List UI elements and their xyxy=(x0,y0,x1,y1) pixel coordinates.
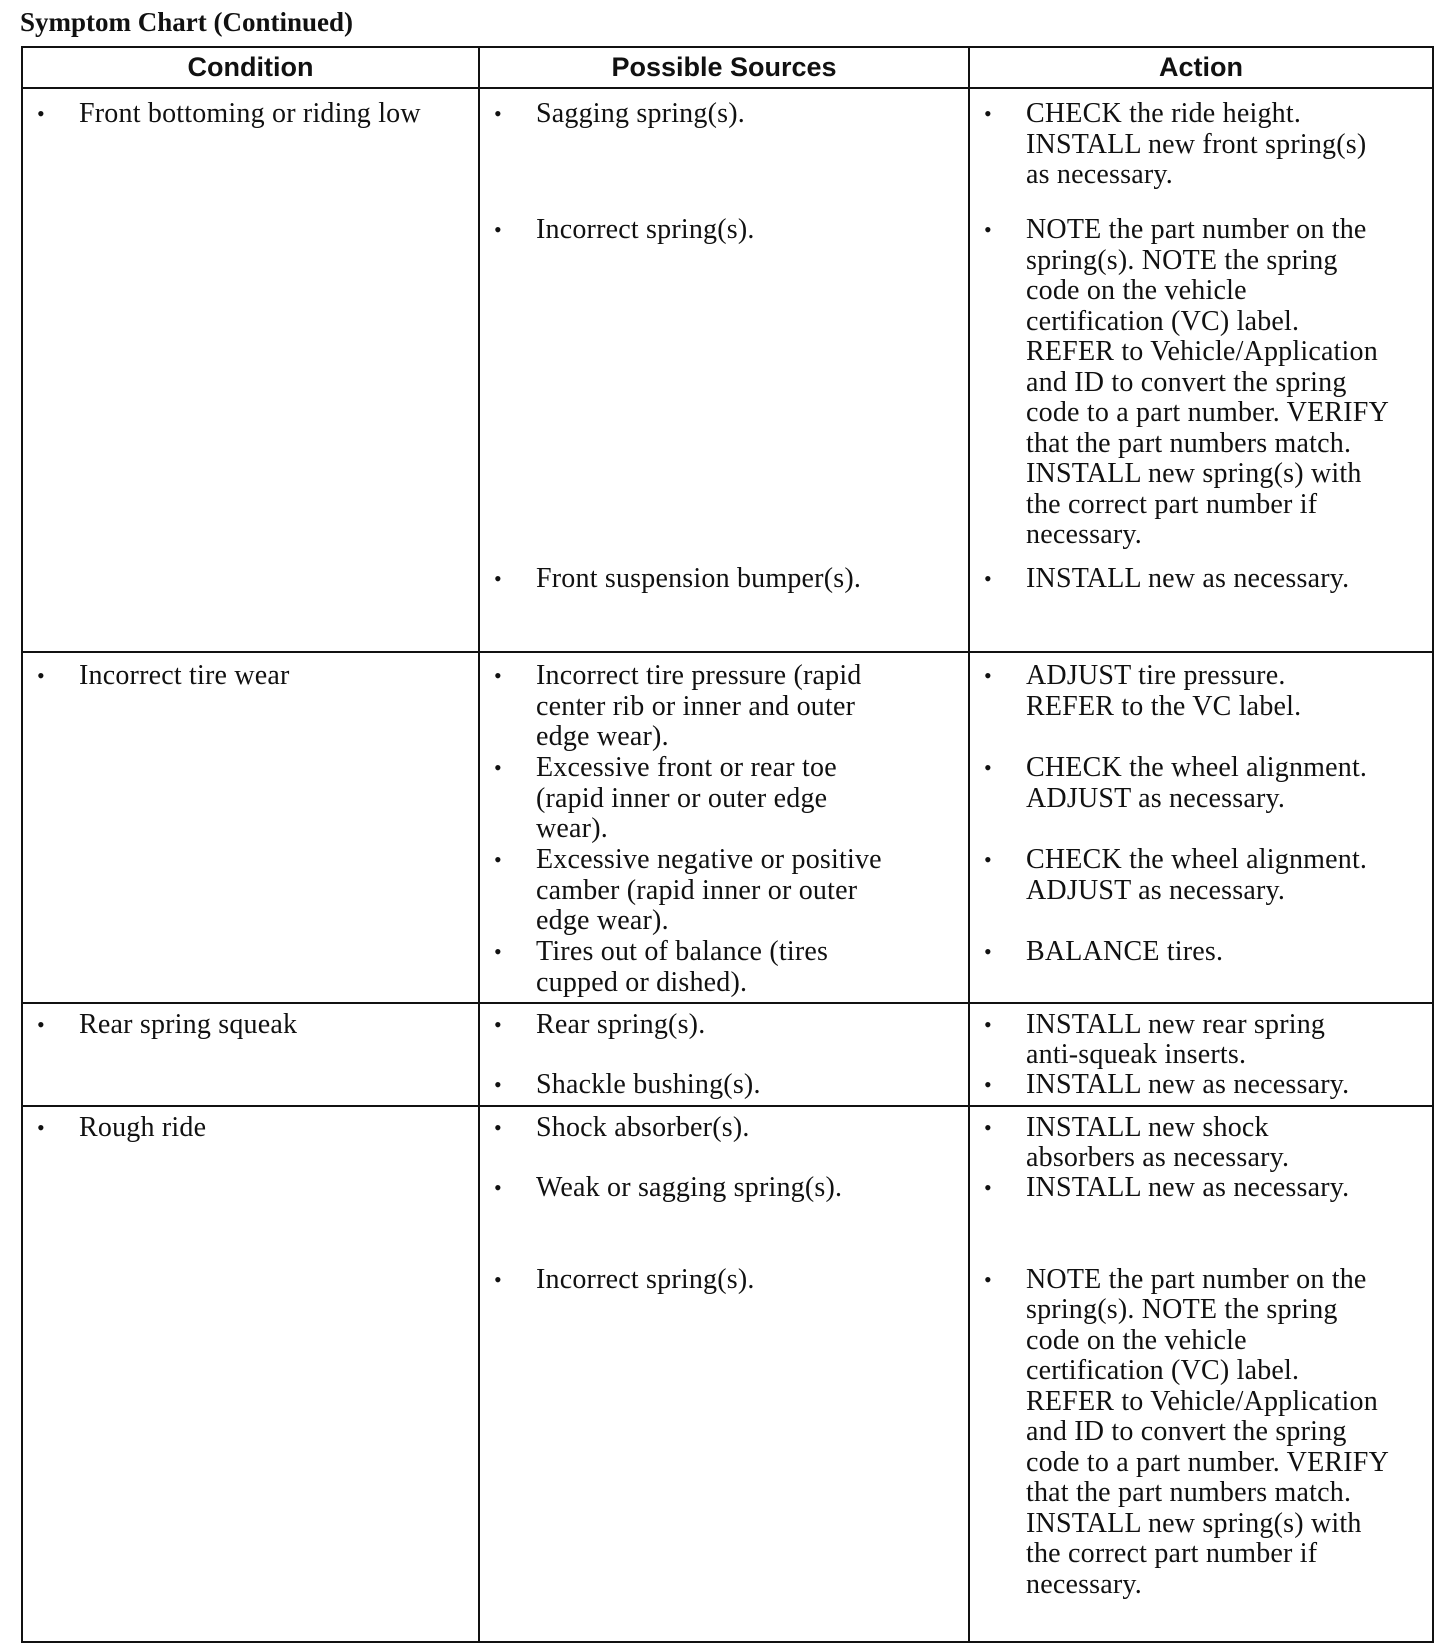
list-item xyxy=(23,1010,474,1041)
action-cell xyxy=(969,652,1433,1003)
list-item xyxy=(23,99,474,130)
bullet-icon: • xyxy=(37,101,45,126)
sources-cell xyxy=(479,652,969,1003)
action-text: INSTALL new as necessary. xyxy=(1026,1068,1350,1100)
action-text: INSTALL new rear spring anti-squeak inserts. xyxy=(1026,1008,1326,1071)
bullet-icon: • xyxy=(494,663,502,689)
list-item xyxy=(970,753,1428,814)
symptom-chart-table xyxy=(21,46,1434,1643)
source-text: Sagging spring(s). xyxy=(536,98,745,129)
bullet-icon: • xyxy=(984,566,992,591)
list-item xyxy=(480,1113,964,1144)
list-item xyxy=(970,1265,1428,1601)
action-text: BALANCE tires. xyxy=(1026,936,1224,968)
action-text: INSTALL new shock absorbers as necessary. xyxy=(1026,1111,1290,1174)
bullet-icon: • xyxy=(494,1266,502,1292)
source-text: Excessive front or rear toe (rapid inner or outer edge wear). xyxy=(536,752,837,845)
bullet-icon: • xyxy=(984,217,992,242)
bullet-icon: • xyxy=(494,1011,502,1037)
bullet-icon: • xyxy=(37,1011,45,1037)
bullet-icon: • xyxy=(984,101,992,126)
bullet-icon: • xyxy=(494,217,502,242)
bullet-icon: • xyxy=(984,1266,992,1292)
list-item xyxy=(970,564,1428,595)
source-text: Tires out of balance (tires cupped or dished). xyxy=(536,936,829,998)
bullet-icon: • xyxy=(494,939,502,965)
bullet-icon: • xyxy=(984,847,992,873)
list-item xyxy=(970,1113,1428,1174)
list-item xyxy=(480,215,964,246)
bullet-icon: • xyxy=(37,663,45,689)
list-item xyxy=(480,1070,964,1101)
table-header-row xyxy=(22,47,1433,88)
bullet-icon: • xyxy=(984,939,992,965)
action-text: INSTALL new as necessary. xyxy=(1026,563,1350,594)
list-item xyxy=(970,845,1428,906)
action-text: CHECK the wheel alignment. ADJUST as necessary. xyxy=(1026,752,1368,814)
bullet-icon: • xyxy=(494,101,502,126)
bullet-icon: • xyxy=(37,1114,45,1140)
bullet-icon: • xyxy=(494,566,502,591)
bullet-icon: • xyxy=(984,1174,992,1200)
list-item xyxy=(970,99,1428,191)
action-cell xyxy=(969,1106,1433,1642)
source-text: Incorrect spring(s). xyxy=(536,1263,755,1295)
table-row xyxy=(22,652,1433,1003)
bullet-icon: • xyxy=(494,1174,502,1200)
bullet-icon: • xyxy=(494,755,502,781)
list-item xyxy=(480,845,964,937)
list-item xyxy=(480,937,964,998)
list-item xyxy=(480,753,964,845)
list-item xyxy=(970,661,1428,722)
source-text: Rear spring(s). xyxy=(536,1008,706,1040)
condition-text: Rough ride xyxy=(79,1111,207,1143)
bullet-icon: • xyxy=(494,1114,502,1140)
bullet-icon: • xyxy=(494,1071,502,1097)
condition-text: Front bottoming or riding low xyxy=(79,98,421,129)
action-text: ADJUST tire pressure. REFER to the VC label. xyxy=(1026,660,1302,722)
list-item xyxy=(23,661,474,692)
bullet-icon: • xyxy=(984,1114,992,1140)
source-text: Shackle bushing(s). xyxy=(536,1068,761,1100)
header-condition: Condition xyxy=(22,47,479,88)
table-row xyxy=(22,1106,1433,1642)
sources-cell xyxy=(479,88,969,652)
source-text: Front suspension bumper(s). xyxy=(536,563,862,594)
action-text: CHECK the ride height. INSTALL new front spring(s) as necessary. xyxy=(1026,98,1367,190)
list-item xyxy=(480,1265,964,1296)
bullet-icon: • xyxy=(984,663,992,689)
list-item xyxy=(970,1070,1428,1101)
list-item xyxy=(480,661,964,753)
list-item xyxy=(23,1113,474,1144)
source-text: Shock absorber(s). xyxy=(536,1111,750,1143)
list-item xyxy=(480,1173,964,1204)
table-row xyxy=(22,88,1433,652)
action-text: CHECK the wheel alignment. ADJUST as necessary. xyxy=(1026,844,1368,906)
list-item xyxy=(480,564,964,595)
bullet-icon: • xyxy=(494,847,502,873)
list-item xyxy=(480,1010,964,1041)
list-item xyxy=(970,215,1428,551)
condition-cell xyxy=(22,1106,479,1642)
action-text: INSTALL new as necessary. xyxy=(1026,1171,1350,1203)
action-text: NOTE the part number on the spring(s). NOTE the spring code on the vehicle certification (VC) label. REFER to Vehicle/Application and ID to convert the spring code to a part number. VERIFY that the part numbers match. INSTALL new spring(s) with the correct part number if necessary. xyxy=(1026,214,1389,550)
sources-cell xyxy=(479,1003,969,1106)
list-item xyxy=(970,1173,1428,1204)
source-text: Incorrect spring(s). xyxy=(536,214,755,245)
list-item xyxy=(970,937,1428,968)
bullet-icon: • xyxy=(984,1071,992,1097)
header-action: Action xyxy=(969,47,1433,88)
action-cell xyxy=(969,88,1433,652)
source-text: Excessive negative or positive camber (rapid inner or outer edge wear). xyxy=(536,844,882,937)
action-cell xyxy=(969,1003,1433,1106)
list-item xyxy=(480,99,964,130)
list-item xyxy=(970,1010,1428,1071)
action-text: NOTE the part number on the spring(s). NOTE the spring code on the vehicle certification (VC) label. REFER to Vehicle/Application and ID to convert the spring code to a part number. VERIFY that the part numbers match. INSTALL new spring(s) with the correct part number if necessary. xyxy=(1026,1263,1389,1600)
bullet-icon: • xyxy=(984,755,992,781)
source-text: Incorrect tire pressure (rapid center rib or inner and outer edge wear). xyxy=(536,660,862,753)
condition-cell xyxy=(22,652,479,1003)
condition-text: Incorrect tire wear xyxy=(79,660,290,692)
source-text: Weak or sagging spring(s). xyxy=(536,1171,843,1203)
condition-cell xyxy=(22,88,479,652)
header-possible-sources: Possible Sources xyxy=(479,47,969,88)
condition-cell xyxy=(22,1003,479,1106)
condition-text: Rear spring squeak xyxy=(79,1008,298,1040)
sources-cell xyxy=(479,1106,969,1642)
bullet-icon: • xyxy=(984,1011,992,1037)
table-row xyxy=(22,1003,1433,1106)
page-title: Symptom Chart (Continued) xyxy=(20,7,354,37)
